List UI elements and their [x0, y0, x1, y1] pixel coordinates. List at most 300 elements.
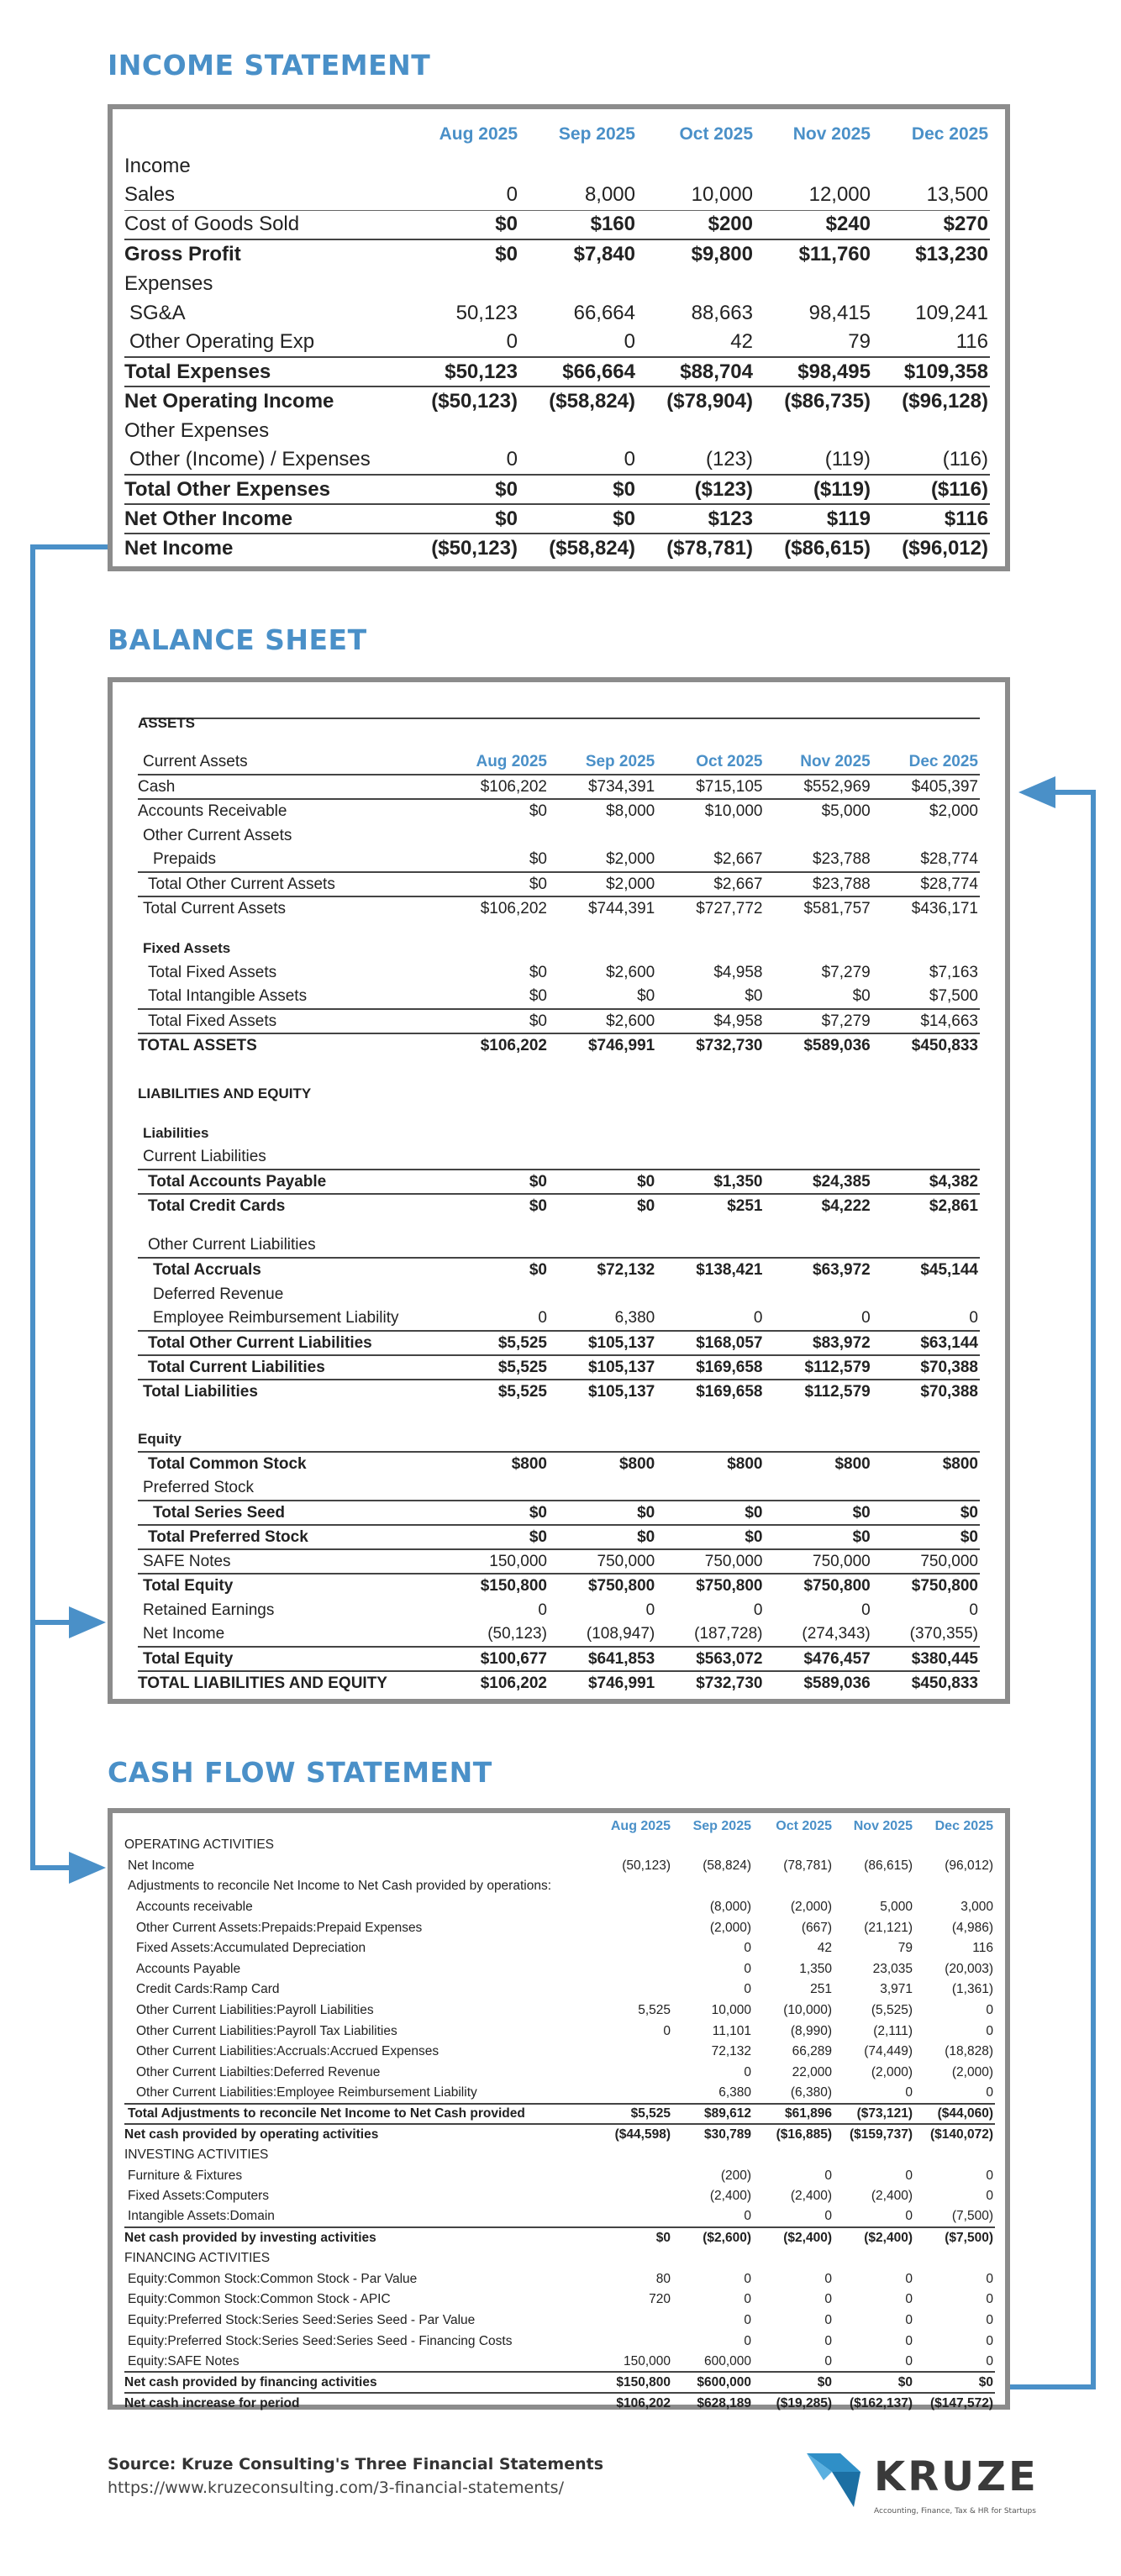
row-value: ($78,781) [666, 537, 753, 560]
row-value: 72,132 [711, 2044, 751, 2059]
row-label: SAFE Notes [138, 1549, 441, 1574]
row-label: Employee Reimbursement Liability [138, 1306, 441, 1331]
row-value: $0 [549, 1170, 656, 1194]
row-label: Furniture & Fixtures [128, 2168, 243, 2183]
cash-flow-row [124, 2311, 995, 2332]
row-value [549, 1058, 656, 1081]
row-value: ($96,128) [902, 390, 988, 413]
row-label: Current Assets [138, 750, 441, 775]
balance-sheet-row [138, 1598, 980, 1622]
row-value: $800 [834, 1455, 871, 1473]
row-value: $0 [519, 475, 637, 504]
row-value: $2,861 [929, 1197, 978, 1215]
row-value: 3,971 [880, 1982, 913, 1997]
balance-sheet-row [138, 1009, 980, 1033]
row-value: (116) [872, 445, 990, 475]
row-value: 0 [824, 2333, 832, 2348]
row-label: Total Liabilities [143, 1383, 258, 1401]
row-label: Total Accounts Payable [138, 1170, 441, 1194]
row-value: $5,525 [441, 1355, 549, 1380]
row-value: $715,105 [656, 775, 764, 799]
row-value: $0 [402, 504, 519, 534]
row-value: (86,615) [864, 1858, 913, 1873]
row-value: $9,800 [691, 243, 753, 265]
row-value: $45,144 [920, 1261, 978, 1279]
row-value: (667) [801, 1920, 832, 1935]
cash-flow-row [124, 2021, 995, 2042]
balance-sheet-row [138, 1574, 980, 1598]
row-value: 88,663 [691, 301, 753, 324]
row-value: $476,457 [764, 1647, 871, 1671]
row-value: $0 [402, 210, 519, 239]
row-value: ($2,400) [864, 2231, 913, 2246]
row-value: $0 [549, 985, 656, 1009]
row-value: $7,279 [764, 1009, 871, 1033]
row-value [441, 921, 549, 936]
cash-flow-row [124, 2372, 995, 2393]
row-value: 0 [905, 2271, 913, 2286]
row-value: 0 [986, 2189, 993, 2204]
row-value [672, 1876, 753, 1897]
row-value [656, 735, 764, 750]
row-value [656, 1218, 764, 1233]
income-statement-row [124, 504, 990, 534]
balance-sheet-row [138, 896, 980, 921]
row-value [441, 936, 549, 960]
row-value [834, 1835, 914, 1856]
balance-sheet-row [138, 1525, 980, 1549]
row-value: 0 [905, 2292, 913, 2307]
cash-flow-row [124, 1897, 995, 1918]
row-value: ($116) [872, 475, 990, 504]
row-value [592, 1959, 672, 1980]
row-value: ($140,072) [930, 2127, 993, 2142]
row-value [656, 1404, 764, 1427]
row-value [764, 1058, 871, 1081]
row-value: $0 [441, 1501, 549, 1525]
row-value: $72,132 [597, 1261, 655, 1279]
row-value: 66,664 [573, 301, 635, 324]
income-statement-row [124, 475, 990, 504]
row-value [764, 1121, 871, 1145]
row-value: (1,361) [951, 1982, 993, 1997]
row-value: $800 [942, 1455, 978, 1473]
row-value [402, 416, 519, 445]
row-label: Accounts receivable [136, 1900, 253, 1915]
row-value: ($58,824) [549, 390, 635, 413]
row-value: $106,202 [480, 900, 547, 917]
connector-cf-to-bs [1050, 790, 1096, 795]
arrow-right-icon [69, 1606, 106, 1638]
row-value: $11,760 [798, 243, 871, 265]
row-value: $1,350 [656, 1170, 764, 1194]
row-value: $746,991 [587, 1037, 655, 1054]
row-label: Equity [138, 1427, 441, 1452]
row-value [753, 1876, 834, 1897]
row-value: (2,400) [709, 2189, 751, 2204]
cash-flow-row [124, 2186, 995, 2207]
row-value: $0 [656, 985, 764, 1009]
row-value [519, 269, 637, 298]
row-label: Other Current Liabilities:Accruals:Accrued Expenses [136, 2044, 439, 2059]
row-value [656, 1427, 764, 1452]
row-value [656, 1058, 764, 1081]
month-header: Nov 2025 [792, 124, 871, 144]
row-value: $0 [441, 872, 549, 896]
row-value: 0 [969, 1601, 978, 1619]
row-value [549, 1427, 656, 1452]
row-value [441, 1145, 549, 1170]
row-value: $106,202 [616, 2395, 671, 2410]
balance-sheet-table [138, 711, 980, 1695]
row-value: 42 [817, 1941, 832, 1956]
row-value [753, 2248, 834, 2269]
row-value: $23,788 [764, 848, 871, 872]
row-label [138, 1404, 441, 1427]
row-label: Total Intangible Assets [138, 985, 441, 1009]
row-value [592, 2042, 672, 2063]
row-value: 0 [824, 2168, 832, 2183]
row-value [592, 1938, 672, 1959]
row-value [764, 1106, 871, 1121]
row-value: $581,757 [803, 900, 871, 917]
row-label: ASSETS [138, 714, 196, 731]
cash-flow-row [124, 1959, 995, 1980]
row-value: 79 [755, 328, 872, 357]
cash-flow-row [124, 1876, 995, 1897]
row-value: 0 [824, 2271, 832, 2286]
row-value: $0 [519, 504, 637, 534]
row-value: $106,202 [480, 1037, 547, 1054]
row-label: Fixed Assets [143, 939, 231, 956]
balance-sheet-row [138, 1331, 980, 1355]
row-value: 0 [986, 2023, 993, 2038]
row-value: 0 [672, 2207, 753, 2228]
row-label: Other Current Liabilities:Payroll Tax Liabilities [136, 2023, 397, 2038]
row-value: 0 [905, 2333, 913, 2348]
row-value [672, 2145, 753, 2166]
row-value: 0 [914, 2352, 995, 2373]
row-value [592, 2311, 672, 2332]
row-value: $150,800 [592, 2372, 672, 2393]
row-value: (123) [637, 445, 755, 475]
row-label: Total Other Expenses [124, 475, 402, 504]
row-label [138, 1058, 441, 1081]
row-value: 150,000 [592, 2352, 672, 2373]
row-value [549, 1106, 656, 1121]
row-value [549, 1476, 656, 1501]
row-value: $105,137 [549, 1355, 656, 1380]
income-statement-row [124, 239, 990, 269]
row-value: $14,663 [872, 1009, 980, 1033]
row-value: Nov 2025 [764, 750, 871, 775]
row-value: $405,397 [872, 775, 980, 799]
balance-sheet-row [138, 936, 980, 960]
row-value: 8,000 [519, 181, 637, 210]
row-value [872, 1058, 980, 1081]
row-value [441, 1058, 549, 1081]
row-value [872, 1476, 980, 1501]
row-value: $0 [441, 1525, 549, 1549]
row-value [872, 936, 980, 960]
row-label: Expenses [124, 271, 213, 295]
balance-sheet-row [138, 1380, 980, 1404]
row-value: $563,072 [656, 1647, 764, 1671]
footer-url[interactable]: https://www.kruzeconsulting.com/3-financial-statements/ [108, 2479, 564, 2497]
cash-flow-row [124, 2145, 995, 2166]
row-label: Preferred Stock [138, 1476, 441, 1501]
row-value: $105,137 [549, 1331, 656, 1355]
row-value [656, 1121, 764, 1145]
row-value: $0 [441, 848, 549, 872]
row-value [914, 1835, 995, 1856]
row-value: $50,123 [402, 357, 519, 386]
row-value: $150,800 [480, 1577, 547, 1595]
income-statement-panel [108, 104, 1010, 571]
row-value: (2,000) [709, 1920, 751, 1935]
balance-sheet-row [138, 1671, 980, 1695]
row-value: $5,525 [592, 2104, 672, 2125]
row-value: ($44,598) [614, 2127, 671, 2142]
month-header: Oct 2025 [679, 124, 753, 144]
cash-flow-row [124, 2331, 995, 2352]
row-value: ($50,123) [431, 390, 518, 413]
row-value [764, 735, 871, 750]
row-value: $734,391 [549, 775, 656, 799]
cash-flow-row [124, 2000, 995, 2021]
row-value: $169,658 [656, 1355, 764, 1380]
row-value: 0 [986, 2312, 993, 2327]
row-value: $106,202 [480, 1674, 547, 1692]
balance-sheet-row [138, 1476, 980, 1501]
row-value [592, 1835, 672, 1856]
row-value [872, 1427, 980, 1452]
row-value [656, 1145, 764, 1170]
row-value: (58,824) [703, 1858, 751, 1873]
row-value: 10,000 [711, 2003, 751, 2018]
row-value [755, 151, 872, 181]
month-header: Aug 2025 [610, 1819, 671, 1833]
row-value: 116 [972, 1941, 993, 1956]
row-label: Total Accruals [153, 1261, 261, 1279]
balance-sheet-title: BALANCE SHEET [108, 623, 367, 656]
row-value: 98,415 [808, 301, 871, 324]
row-value: $0 [402, 475, 519, 504]
cash-flow-row [124, 2063, 995, 2084]
row-value: $0 [529, 1261, 547, 1279]
row-value [753, 1835, 834, 1856]
row-value: $70,388 [920, 1383, 978, 1401]
row-value [549, 735, 656, 750]
row-value [549, 1282, 656, 1306]
balance-sheet-row [138, 1218, 980, 1233]
row-label: Deferred Revenue [153, 1285, 284, 1303]
row-value: (2,400) [790, 2189, 832, 2204]
row-value [656, 1282, 764, 1306]
row-value: $4,382 [872, 1170, 980, 1194]
row-value: $251 [727, 1197, 763, 1215]
row-label: Sales [124, 181, 402, 210]
month-header: Nov 2025 [853, 1819, 913, 1833]
row-value [637, 416, 755, 445]
cash-flow-table [124, 1813, 995, 2414]
balance-sheet-row [138, 1306, 980, 1331]
row-value: $750,800 [803, 1577, 871, 1595]
row-value: $106,202 [441, 775, 549, 799]
row-value: $589,036 [803, 1674, 871, 1692]
row-value [656, 1081, 764, 1106]
row-value: $0 [441, 985, 549, 1009]
row-value [656, 823, 764, 848]
row-value [592, 2248, 672, 2269]
row-value: (2,000) [871, 2064, 913, 2079]
balance-sheet-row [138, 1549, 980, 1574]
row-value [872, 1282, 980, 1306]
row-value: $0 [656, 1525, 764, 1549]
row-value: 0 [986, 2333, 993, 2348]
row-value [872, 416, 990, 445]
row-value: $240 [755, 210, 872, 239]
row-value: $28,774 [872, 848, 980, 872]
balance-sheet-row [138, 1121, 980, 1145]
row-value [592, 1979, 672, 2000]
row-value: $100,677 [441, 1647, 549, 1671]
row-value: ($73,121) [834, 2104, 914, 2125]
balance-sheet-row [138, 1058, 980, 1081]
row-value: ($159,737) [850, 2127, 913, 2142]
row-label: Income [124, 154, 191, 177]
cash-flow-row [124, 1835, 995, 1856]
row-value: $746,991 [587, 1674, 655, 1692]
row-value [872, 711, 980, 735]
row-value: $109,358 [872, 357, 990, 386]
row-value: (18,828) [945, 2044, 993, 2059]
row-value [441, 1218, 549, 1233]
row-value [755, 269, 872, 298]
row-value [592, 2186, 672, 2207]
row-value [592, 2145, 672, 2166]
row-label: OPERATING ACTIVITIES [124, 1837, 274, 1853]
row-value: 12,000 [755, 181, 872, 210]
row-value: $0 [655, 2231, 671, 2246]
row-value [872, 1404, 980, 1427]
row-value [656, 711, 764, 735]
income-statement-row [124, 357, 990, 386]
row-value: 0 [824, 2292, 832, 2307]
row-value: 0 [744, 2333, 751, 2348]
row-value: 0 [861, 1601, 871, 1619]
row-label: Total Adjustments to reconcile Net Income to Net Cash provided [124, 2104, 592, 2125]
row-value [764, 1233, 871, 1258]
row-label: Other Operating Exp [124, 328, 402, 357]
row-value: $98,495 [755, 357, 872, 386]
row-value [592, 2166, 672, 2187]
row-value: 5,525 [638, 2003, 671, 2018]
row-value: $0 [549, 1525, 656, 1549]
row-value: 251 [810, 1982, 832, 1997]
row-value: 0 [744, 2271, 751, 2286]
row-value: 116 [872, 328, 990, 357]
row-value: 0 [834, 2083, 914, 2104]
row-value: $200 [637, 210, 755, 239]
row-value: (20,003) [945, 1961, 993, 1976]
row-value: $123 [637, 504, 755, 534]
row-value [519, 416, 637, 445]
row-value: ($147,572) [930, 2395, 993, 2410]
row-label: Net Income [124, 537, 234, 560]
row-value: $0 [656, 1501, 764, 1525]
row-value: $0 [872, 1501, 980, 1525]
connector-cf-vertical [1091, 790, 1096, 2389]
row-value: 0 [402, 445, 519, 475]
row-label: Adjustments to reconcile Net Income to Net Cash provided by operations: [128, 1879, 552, 1894]
row-label: Total Other Current Liabilities [138, 1331, 441, 1355]
row-value: 6,380 [549, 1306, 656, 1331]
row-value [764, 936, 871, 960]
income-statement-row [124, 181, 990, 210]
row-value [441, 1121, 549, 1145]
row-value: 0 [519, 445, 637, 475]
row-label: Net cash provided by operating activities [124, 2127, 379, 2142]
balance-sheet-row [138, 1452, 980, 1476]
kruze-logo-icon [807, 2447, 869, 2509]
cash-flow-row [124, 2227, 995, 2248]
row-label: FINANCING ACTIVITIES [124, 2251, 271, 2266]
row-value [764, 823, 871, 848]
row-value: 0 [744, 1961, 751, 1976]
row-value: (108,947) [549, 1622, 656, 1647]
row-value: 0 [753, 2207, 834, 2228]
row-value: $169,658 [696, 1383, 763, 1401]
row-value: $61,896 [753, 2104, 834, 2125]
row-value [592, 2331, 672, 2352]
row-label: Net Income [138, 1622, 441, 1647]
month-header: Aug 2025 [439, 124, 518, 144]
row-value: $89,612 [672, 2104, 753, 2125]
cash-flow-row [124, 2289, 995, 2311]
cash-flow-row [124, 2104, 995, 2125]
row-value: $7,500 [872, 985, 980, 1009]
row-value: $2,667 [656, 872, 764, 896]
balance-sheet-row [138, 1355, 980, 1380]
balance-sheet-row [138, 735, 980, 750]
row-value [656, 921, 764, 936]
balance-sheet-row [138, 921, 980, 936]
row-value [441, 1282, 549, 1306]
row-value: $750,800 [911, 1577, 978, 1595]
row-value: 0 [905, 2312, 913, 2327]
row-value: $750,800 [587, 1577, 655, 1595]
row-value: ($58,824) [549, 537, 635, 560]
row-value [592, 2207, 672, 2228]
row-value [764, 711, 871, 735]
row-value: $0 [529, 963, 547, 981]
row-label: Other Current Assets [143, 826, 292, 844]
row-value: $436,171 [911, 900, 978, 917]
row-value: $10,000 [704, 802, 763, 820]
row-value: $727,772 [696, 900, 763, 917]
arrow-right-icon [69, 1852, 106, 1884]
footer-source: Source: Kruze Consulting's Three Financial Statements [108, 2455, 604, 2473]
row-value: 150,000 [441, 1549, 549, 1574]
row-value: ($2,600) [703, 2231, 751, 2246]
row-value: 22,000 [792, 2064, 832, 2079]
row-value: Sep 2025 [549, 750, 656, 775]
row-label: Fixed Assets:Computers [128, 2189, 269, 2204]
row-value [402, 151, 519, 181]
row-label: Liabilities [143, 1124, 209, 1141]
row-value: $450,833 [911, 1037, 978, 1054]
